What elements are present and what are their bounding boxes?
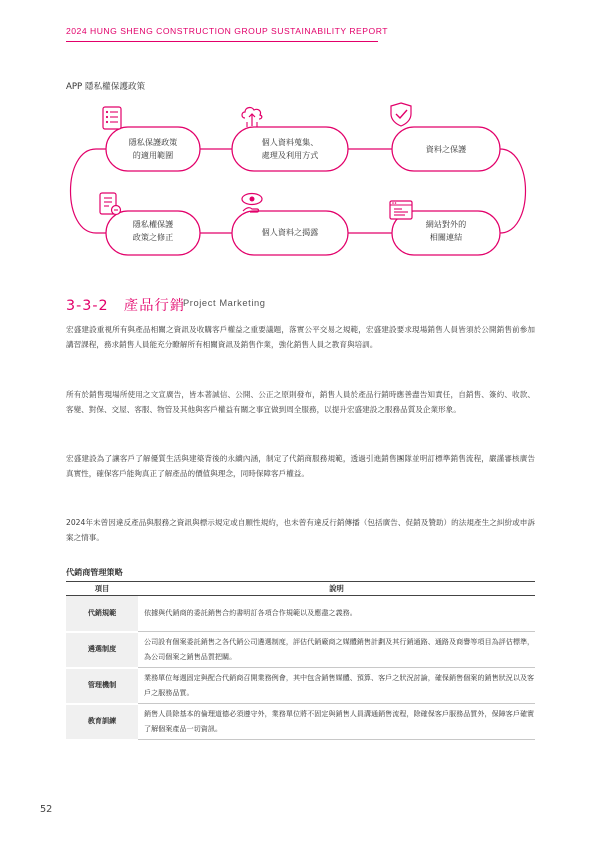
table-cell-item: 管理機制 (66, 668, 138, 704)
paragraph-3: 宏盛建設為了讓客戶了解優質生活與建築背後的永續內涵，制定了代銷商服務規範，透過引進銷售團隊並明訂標準銷售流程，嚴謹審核廣告真實性，確保客戶能夠真正了解產品的價值與理念，同時保障客戶權益。 (66, 454, 535, 478)
flow-title: APP 隱私權保護政策 (66, 82, 146, 92)
eye-hand-icon (238, 189, 266, 217)
paragraph-4: 2024年未曾因違反產品與服務之資訊與標示規定或自願性規約，也未曾有違反行銷傳播（包括廣告、促銷及贊助）的法規產生之糾紛或申訴案之情事。 (66, 518, 535, 542)
table-row (66, 704, 535, 740)
flow-label-disclosure: 個人資料之揭露 (261, 227, 319, 237)
table-cell-item: 代銷規範 (66, 596, 138, 632)
section-subtitle: Project Marketing (183, 298, 266, 308)
table-row (66, 596, 535, 632)
table-header-desc: 說明 (138, 582, 535, 596)
flow-label-external-links: 網站對外的 相關連結 (425, 219, 467, 242)
flow-label-scope: 隱私保護政策 的適用範圍 (128, 137, 178, 160)
table-row (66, 668, 535, 704)
page-number: 52 (40, 804, 53, 815)
table-cell-item: 遴選制度 (66, 632, 138, 668)
table-cell-item: 教育訓練 (66, 704, 138, 740)
agent-management-table (66, 581, 535, 741)
table-cell-desc: 銷售人員除基本的倫理道德必須遵守外，業務單位將不固定與銷售人員溝通銷售流程，除確保客戶服務品質外，保障客戶確實了解個案產品一切資訊。 (138, 704, 535, 740)
table-cell-desc: 依據與代銷商的委託銷售合約書明訂各項合作規範以及應盡之義務。 (138, 596, 535, 632)
table-header-item: 項目 (66, 582, 138, 596)
table-title: 代銷商管理策略 (66, 567, 123, 577)
table-cell-desc: 公司設有個案委託銷售之各代銷公司遴選制度，評估代銷廠商之媒體銷售計劃及其行銷通路、通路及商譽等項目為評估標準，為公司個案之銷售品質把關。 (138, 632, 535, 668)
flow-label-protection: 資料之保護 (425, 144, 467, 154)
paragraph-1: 宏盛建設重視所有與產品相關之資訊及收購客戶權益之重要議題，落實公平交易之規範，宏盛建設要求現場銷售人員皆須於公開銷售前參加講習課程，務求銷售人員能充分瞭解所有相關資訊及銷售作業，強化銷售人員之教育與培訓。 (66, 325, 535, 349)
table-row (66, 632, 535, 668)
table-header-row (66, 582, 535, 596)
paragraph-2: 所有於銷售現場所使用之文宣廣告，皆本著誠信、公開、公正之原則發布，銷售人員於產品行銷時應善盡告知責任，自銷售、簽約、收款、客變、對保、交屋、客服、物管及其他與客戶權益有關之事宜做到周全服務，以提升宏盛建設之服務品質及企業形象。 (66, 390, 535, 414)
flow-label-collection: 個人資料蒐集、 處理及利用方式 (261, 137, 319, 160)
cloud-upload-icon (238, 102, 266, 130)
flow-label-amendment: 隱私權保護 政策之修正 (132, 219, 174, 242)
document-edit-icon (96, 190, 124, 218)
document-list-icon (99, 105, 125, 131)
table-cell-desc: 業務單位每週固定與配合代銷商召開業務例會，其中包含銷售媒體、預算、客戶之狀況討論，確保銷售個案的銷售狀況以及客戶之服務品質。 (138, 668, 535, 704)
section-title: 3-3-2 產品行銷 (66, 298, 186, 314)
report-header: 2024 HUNG SHENG CONSTRUCTION GROUP SUSTAINABILITY REPORT (66, 26, 388, 36)
shield-check-icon (387, 100, 415, 128)
